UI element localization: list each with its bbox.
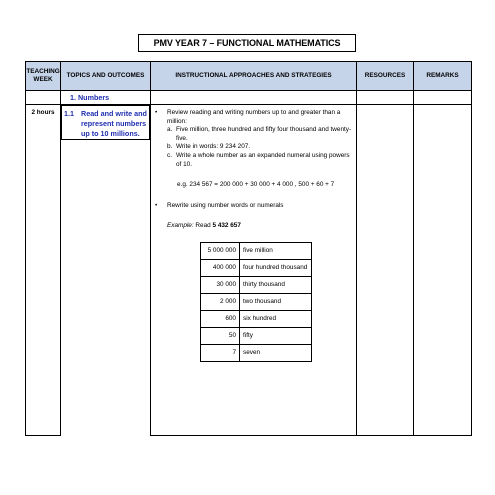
place-number: 50 [201,327,240,344]
outcome-cell [61,105,150,140]
sub-item [155,143,352,152]
strategy-bullet [155,202,352,211]
table-row [201,293,312,310]
example-label-line [155,222,352,231]
place-word: six hundred [240,310,312,327]
sub-item-text: Five million, three hundred and fifty four thousand and twenty-five. [176,126,352,142]
resources-cell [357,105,414,436]
sub-item-letter: b. [167,143,173,151]
section-resources-cell [357,91,414,105]
place-word: five million [240,242,312,259]
table-row [201,344,312,361]
strategy-text: Rewrite using number words or numerals [167,201,284,209]
header-topics: TOPICS AND OUTCOMES [61,62,151,91]
table-row [201,242,312,259]
place-number: 5 000 000 [201,242,240,259]
place-word: seven [240,344,312,361]
section-remarks-cell [414,91,472,105]
example-label: Example: [167,222,194,230]
place-word: four hundred thousand [240,259,312,276]
sub-item-text: Write a whole number as an expanded numeral using powers of 10. [176,151,350,168]
place-number: 600 [201,310,240,327]
table-row [201,276,312,293]
bullet-icon: • [155,201,158,209]
sub-item-letter: a. [167,126,173,134]
sub-item [155,126,352,143]
section-week-cell [26,91,61,105]
scheme-of-work-table [25,61,472,436]
header-teaching-week: TEACHING WEEK [26,62,61,91]
table-row [201,259,312,276]
place-number: 30 000 [201,276,240,293]
example-number: 5 432 657 [212,222,241,230]
strategy-text: Review reading and writing numbers up to and greater than a million: [167,109,341,125]
strategies-cell [151,105,357,436]
place-value-table [200,242,312,362]
document-title: PMV YEAR 7 – FUNCTIONAL MATHEMATICS [138,34,356,52]
remarks-cell [414,105,472,436]
example-read-text: Read [193,222,213,230]
section-strategies-cell [151,91,357,105]
header-remarks: REMARKS [414,62,472,91]
table-row [201,327,312,344]
place-number: 2 000 [201,293,240,310]
week-duration: 2 hours [26,105,61,436]
place-word: fifty [240,327,312,344]
outcome-text: Read and write and represent numbers up to 10 millions. [81,109,147,138]
place-number: 7 [201,344,240,361]
sub-item-letter: c. [167,151,172,159]
place-word: thirty thousand [240,276,312,293]
section-title: 1. Numbers [61,91,151,105]
sub-item [155,152,352,169]
expanded-example: e.g. 234 567 = 200 000 + 30 000 + 4 000 , 500 + 60 + 7 [177,181,335,189]
place-number: 400 000 [201,259,240,276]
header-resources: RESOURCES [357,62,414,91]
outcome-number: 1.1 [64,109,74,118]
table-row [201,310,312,327]
header-strategies: INSTRUCTIONAL APPROACHES AND STRATEGIES [151,62,357,91]
place-word: two thousand [240,293,312,310]
strategy-bullet [155,109,352,126]
bullet-icon: • [155,109,158,116]
sub-item-text: Write in words: 9 234 207. [176,143,251,151]
